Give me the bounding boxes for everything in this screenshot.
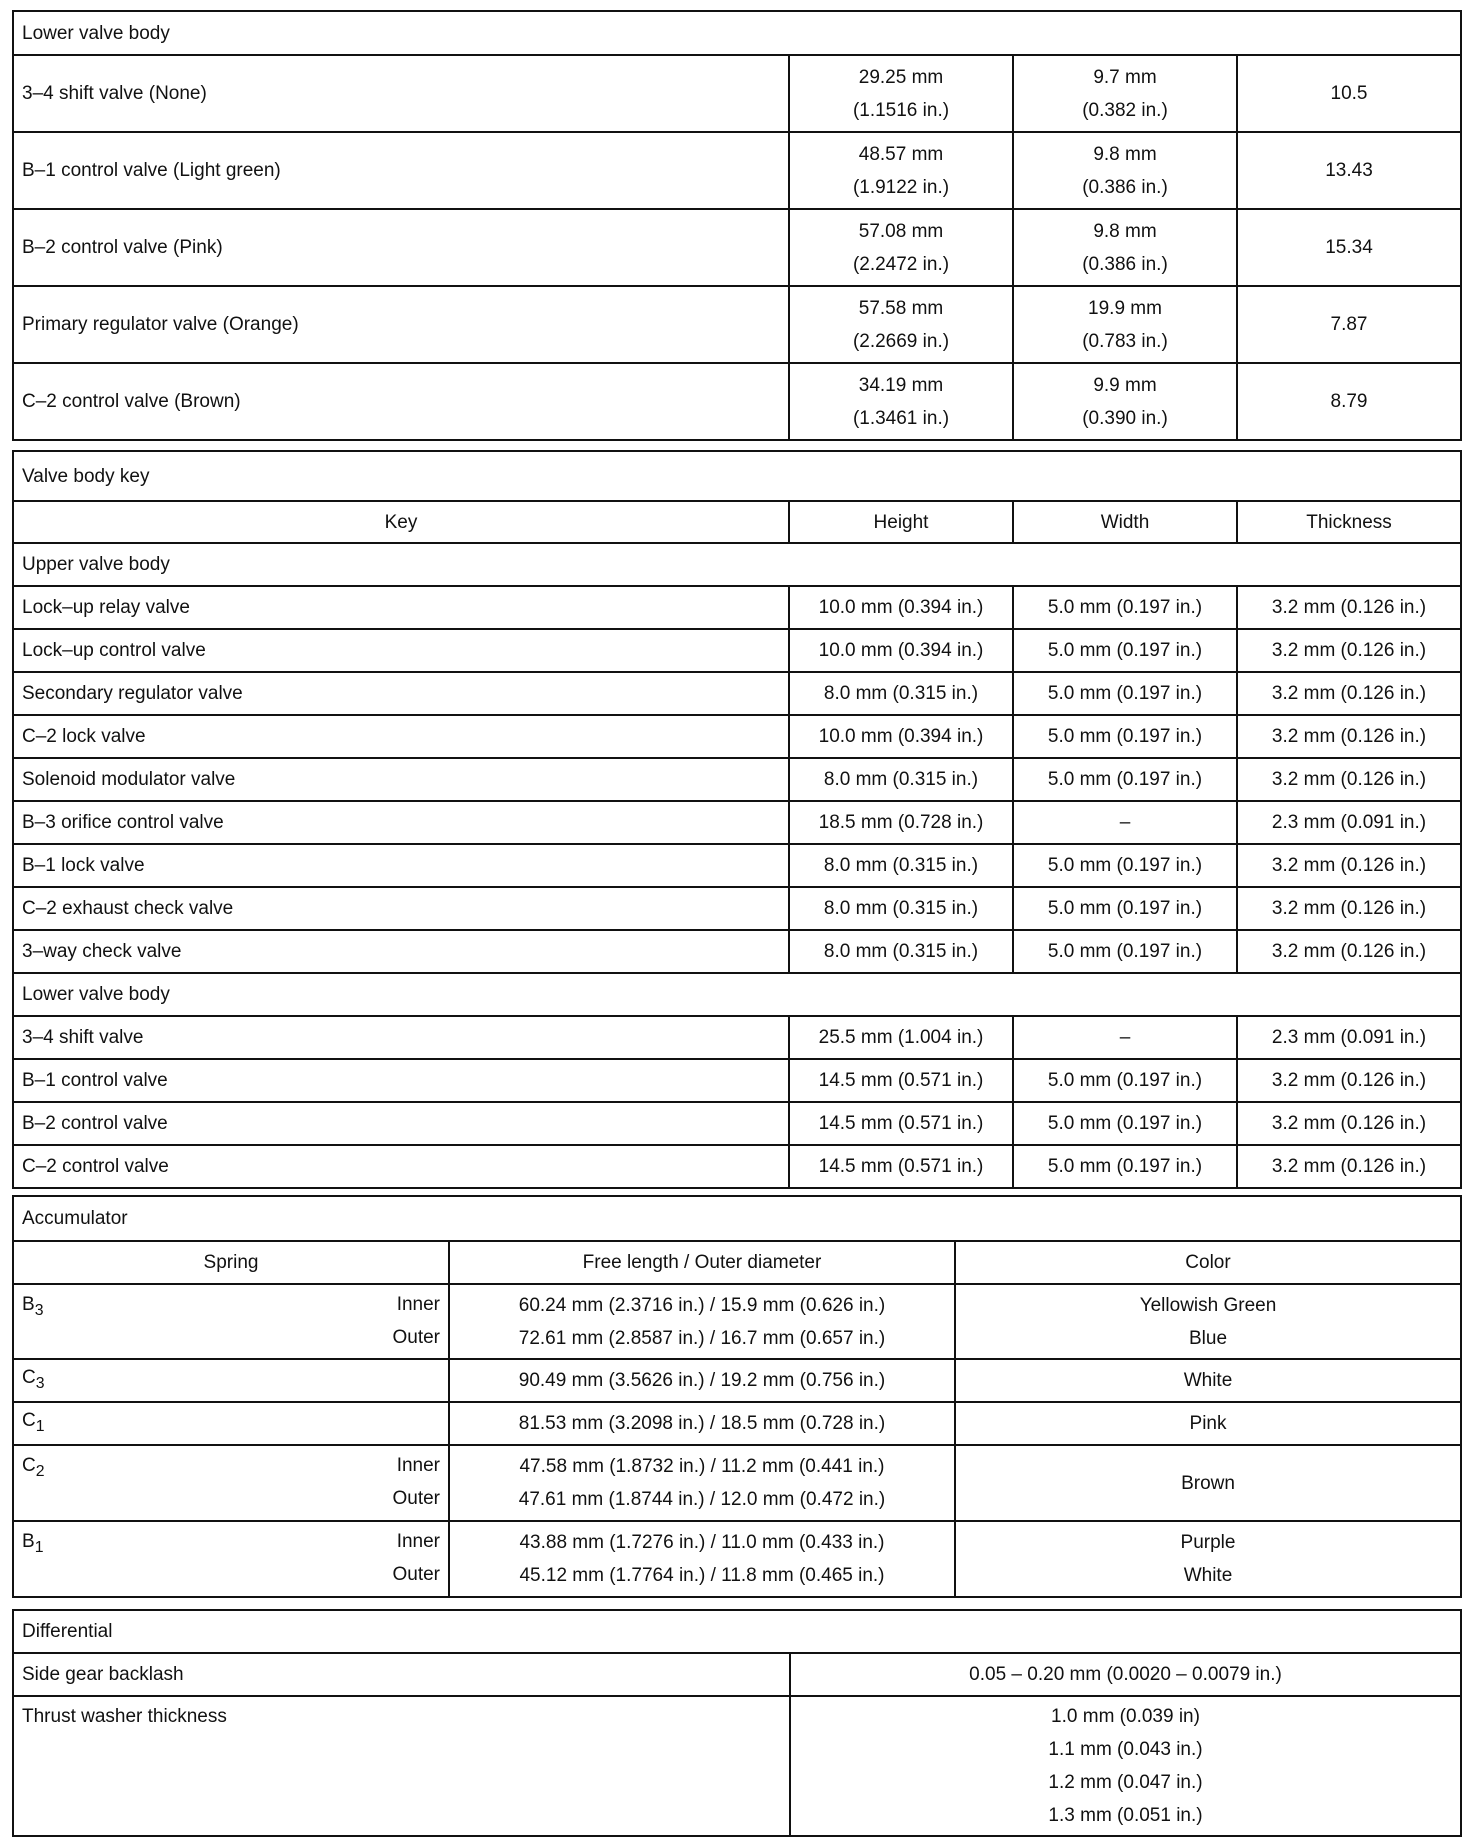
section-title: Differential [13, 1610, 1461, 1653]
spring-name: $B_3$ [22, 1294, 44, 1319]
key-name: C–2 exhaust check valve [13, 887, 789, 930]
header-spring: Spring [13, 1241, 449, 1284]
spring-row-c2: $C_2$ Inner Outer 47.58 mm (1.8732 in.) / 11.2 mm (0.441 in.) 47.61 mm (1.8744 in.) / 12.0 mm (0.472 in.) Brown [13, 1445, 1461, 1521]
table-row [13, 1016, 1461, 1059]
height-value: 14.5 mm (0.571 in.) [789, 1145, 1013, 1188]
width-value: 5.0 mm (0.197 in.) [1013, 930, 1237, 973]
key-name: Secondary regulator valve [13, 672, 789, 715]
header-thickness: Thickness [1237, 501, 1461, 543]
table-row [13, 758, 1461, 801]
free-length: 57.08 mm (2.2472 in.) [789, 209, 1013, 286]
header-height: Height [789, 501, 1013, 543]
height-value: 8.0 mm (0.315 in.) [789, 672, 1013, 715]
spring-row-c3: $C_3$ 90.49 mm (3.5626 in.) / 19.2 mm (0.756 in.) White [13, 1359, 1461, 1402]
header-key: Key [13, 501, 789, 543]
section-title: Lower valve body [13, 11, 1461, 55]
thickness-value: 3.2 mm (0.126 in.) [1237, 887, 1461, 930]
coil-count: 15.34 [1237, 209, 1461, 286]
table-row [13, 1102, 1461, 1145]
thickness-value: 2.3 mm (0.091 in.) [1237, 1016, 1461, 1059]
spring-row-b3: $B_3$ Inner Outer 60.24 mm (2.3716 in.) / 15.9 mm (0.626 in.) 72.61 mm (2.8587 in.) / 16.7 mm (0.657 in.) Yellowish Green Blue [13, 1284, 1461, 1359]
thrust-label: Thrust washer thickness [13, 1696, 790, 1836]
coil-count: 8.79 [1237, 363, 1461, 440]
thrust-values: 1.0 mm (0.039 in) 1.1 mm (0.043 in.) 1.2 mm (0.047 in.) 1.3 mm (0.051 in.) [790, 1696, 1461, 1836]
thickness-value: 3.2 mm (0.126 in.) [1237, 1102, 1461, 1145]
table-row [13, 55, 1461, 132]
table-row [13, 629, 1461, 672]
coil-count: 7.87 [1237, 286, 1461, 363]
key-name: B–1 control valve [13, 1059, 789, 1102]
thickness-value: 3.2 mm (0.126 in.) [1237, 1059, 1461, 1102]
width-value: 5.0 mm (0.197 in.) [1013, 1102, 1237, 1145]
coil-diameter: 9.8 mm (0.386 in.) [1013, 209, 1237, 286]
coil-count: 13.43 [1237, 132, 1461, 209]
header-width: Width [1013, 501, 1237, 543]
width-value: – [1013, 801, 1237, 844]
width-value: 5.0 mm (0.197 in.) [1013, 1059, 1237, 1102]
table-row [13, 286, 1461, 363]
differential-table [12, 1609, 1462, 1837]
height-value: 10.0 mm (0.394 in.) [789, 629, 1013, 672]
table-row [13, 1145, 1461, 1188]
height-value: 10.0 mm (0.394 in.) [789, 586, 1013, 629]
width-value: 5.0 mm (0.197 in.) [1013, 1145, 1237, 1188]
valve-name: C–2 control valve (Brown) [13, 363, 789, 440]
coil-diameter: 19.9 mm (0.783 in.) [1013, 286, 1237, 363]
height-value: 18.5 mm (0.728 in.) [789, 801, 1013, 844]
height-value: 25.5 mm (1.004 in.) [789, 1016, 1013, 1059]
width-value: 5.0 mm (0.197 in.) [1013, 715, 1237, 758]
table-row [13, 586, 1461, 629]
backlash-value: 0.05 – 0.20 mm (0.0020 – 0.0079 in.) [790, 1653, 1461, 1696]
lower-valve-body-spring-table [12, 10, 1462, 441]
width-value: 5.0 mm (0.197 in.) [1013, 844, 1237, 887]
key-name: B–1 lock valve [13, 844, 789, 887]
key-name: Solenoid modulator valve [13, 758, 789, 801]
key-name: C–2 lock valve [13, 715, 789, 758]
table-row [13, 672, 1461, 715]
width-value: 5.0 mm (0.197 in.) [1013, 586, 1237, 629]
key-name: Lock–up control valve [13, 629, 789, 672]
width-value: – [1013, 1016, 1237, 1059]
height-value: 8.0 mm (0.315 in.) [789, 930, 1013, 973]
key-name: B–3 orifice control valve [13, 801, 789, 844]
table-row [13, 132, 1461, 209]
free-length: 34.19 mm (1.3461 in.) [789, 363, 1013, 440]
height-value: 8.0 mm (0.315 in.) [789, 758, 1013, 801]
free-length: 29.25 mm (1.1516 in.) [789, 55, 1013, 132]
key-name: B–2 control valve [13, 1102, 789, 1145]
thickness-value: 3.2 mm (0.126 in.) [1237, 629, 1461, 672]
section-title: Accumulator [13, 1196, 1461, 1241]
section-title: Valve body key [13, 451, 1461, 501]
key-name: 3–4 shift valve [13, 1016, 789, 1059]
header-free-length: Free length / Outer diameter [449, 1241, 955, 1284]
thickness-value: 2.3 mm (0.091 in.) [1237, 801, 1461, 844]
table-row [13, 209, 1461, 286]
key-name: C–2 control valve [13, 1145, 789, 1188]
coil-diameter: 9.7 mm (0.382 in.) [1013, 55, 1237, 132]
height-value: 8.0 mm (0.315 in.) [789, 844, 1013, 887]
free-length: 57.58 mm (2.2669 in.) [789, 286, 1013, 363]
subsection-lower: Lower valve body [13, 973, 1461, 1016]
subsection-upper: Upper valve body [13, 543, 1461, 586]
thickness-value: 3.2 mm (0.126 in.) [1237, 672, 1461, 715]
key-name: 3–way check valve [13, 930, 789, 973]
valve-name: B–2 control valve (Pink) [13, 209, 789, 286]
backlash-label: Side gear backlash [13, 1653, 790, 1696]
table-row [13, 363, 1461, 440]
valve-body-key-table [12, 450, 1462, 1189]
free-length: 48.57 mm (1.9122 in.) [789, 132, 1013, 209]
coil-diameter: 9.9 mm (0.390 in.) [1013, 363, 1237, 440]
height-value: 14.5 mm (0.571 in.) [789, 1059, 1013, 1102]
valve-name: Primary regulator valve (Orange) [13, 286, 789, 363]
accumulator-table [12, 1195, 1462, 1598]
key-name: Lock–up relay valve [13, 586, 789, 629]
thickness-value: 3.2 mm (0.126 in.) [1237, 1145, 1461, 1188]
thickness-value: 3.2 mm (0.126 in.) [1237, 715, 1461, 758]
table-row [13, 844, 1461, 887]
table-row [13, 715, 1461, 758]
valve-name: B–1 control valve (Light green) [13, 132, 789, 209]
height-value: 8.0 mm (0.315 in.) [789, 887, 1013, 930]
header-color: Color [955, 1241, 1461, 1284]
table-row [13, 1059, 1461, 1102]
height-value: 14.5 mm (0.571 in.) [789, 1102, 1013, 1145]
thickness-value: 3.2 mm (0.126 in.) [1237, 844, 1461, 887]
coil-diameter: 9.8 mm (0.386 in.) [1013, 132, 1237, 209]
coil-count: 10.5 [1237, 55, 1461, 132]
spring-row-c1: $C_1$ 81.53 mm (3.2098 in.) / 18.5 mm (0.728 in.) Pink [13, 1402, 1461, 1445]
width-value: 5.0 mm (0.197 in.) [1013, 758, 1237, 801]
width-value: 5.0 mm (0.197 in.) [1013, 629, 1237, 672]
thickness-value: 3.2 mm (0.126 in.) [1237, 930, 1461, 973]
spring-row-b1: $B_1$ Inner Outer 43.88 mm (1.7276 in.) / 11.0 mm (0.433 in.) 45.12 mm (1.7764 in.) / 11.8 mm (0.465 in.) Purple White [13, 1521, 1461, 1597]
width-value: 5.0 mm (0.197 in.) [1013, 887, 1237, 930]
table-row [13, 801, 1461, 844]
table-row [13, 930, 1461, 973]
table-row [13, 887, 1461, 930]
height-value: 10.0 mm (0.394 in.) [789, 715, 1013, 758]
width-value: 5.0 mm (0.197 in.) [1013, 672, 1237, 715]
valve-name: 3–4 shift valve (None) [13, 55, 789, 132]
thickness-value: 3.2 mm (0.126 in.) [1237, 758, 1461, 801]
thickness-value: 3.2 mm (0.126 in.) [1237, 586, 1461, 629]
